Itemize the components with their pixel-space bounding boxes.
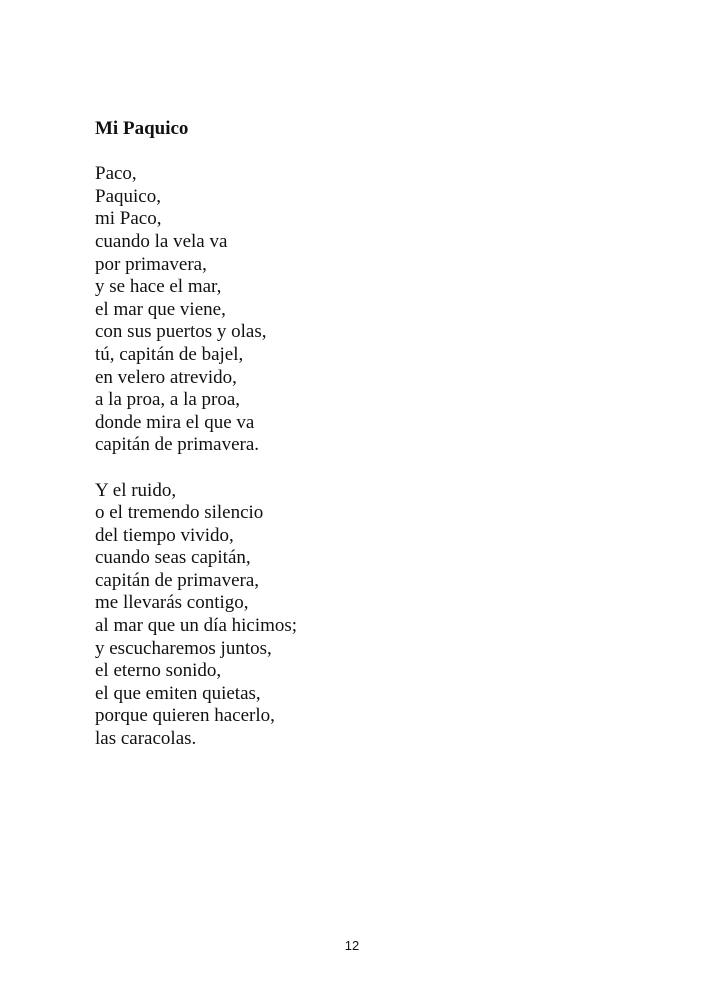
poem-line: tú, capitán de bajel, <box>95 343 244 365</box>
page-number: 12 <box>344 938 360 953</box>
poem-line: en velero atrevido, <box>95 366 237 388</box>
poem-line: del tiempo vivido, <box>95 524 234 546</box>
poem-line: cuando seas capitán, <box>95 547 251 569</box>
poem-line: mi Paco, <box>95 208 162 230</box>
poem-line: con sus puertos y olas, <box>95 321 267 343</box>
poem-line: o el tremendo silencio <box>95 502 264 524</box>
poem-line: y se hace el mar, <box>95 276 222 298</box>
poem-line: capitán de primavera. <box>95 434 260 456</box>
poem-line: capitán de primavera, <box>95 569 260 591</box>
poem-line: y escucharemos juntos, <box>95 637 272 659</box>
poem <box>95 118 635 751</box>
poem-line: al mar que un día hicimos; <box>95 615 298 637</box>
poem-line: cuando la vela va <box>95 230 228 252</box>
poem-line: porque quieren hacerlo, <box>95 705 275 727</box>
poem-line: Y el ruido, <box>95 479 177 501</box>
poem-line: por primavera, <box>95 253 207 275</box>
stanza-1 <box>95 163 635 457</box>
poem-line: Paquico, <box>95 185 161 207</box>
poem-title: Mi Paquico <box>95 118 189 139</box>
stanza-2 <box>95 480 635 751</box>
stanza-spacer <box>95 457 635 480</box>
poem-line: el eterno sonido, <box>95 660 222 682</box>
poem-line: el que emiten quietas, <box>95 682 261 704</box>
poem-line: las caracolas. <box>95 728 197 750</box>
poem-line: el mar que viene, <box>95 298 226 320</box>
poem-line: Paco, <box>95 163 137 185</box>
title-spacer <box>95 141 635 164</box>
poem-line: a la proa, a la proa, <box>95 389 241 411</box>
poem-line: me llevarás contigo, <box>95 592 249 614</box>
poem-line: donde mira el que va <box>95 411 255 433</box>
